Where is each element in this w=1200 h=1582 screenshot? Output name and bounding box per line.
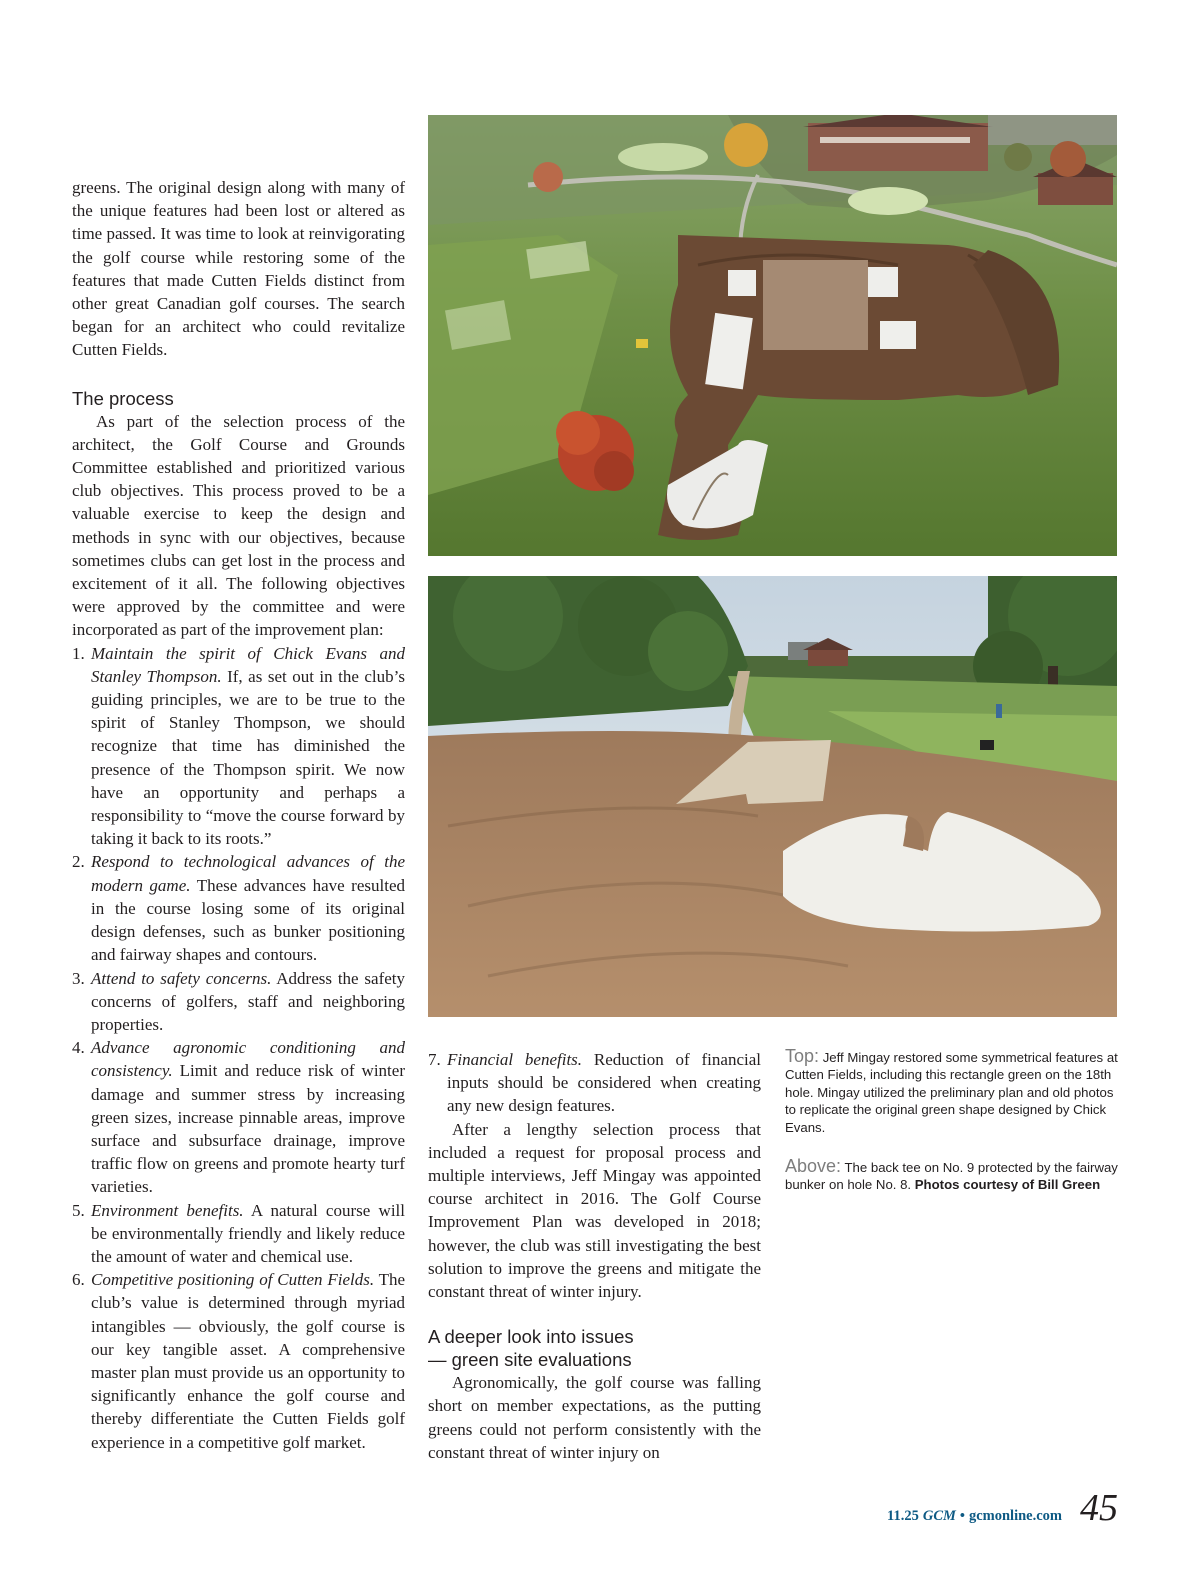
objective-title: Financial benefits.: [447, 1050, 583, 1069]
objective-item: 1. Maintain the spirit of Chick Evans and Stanley Thompson. If, as set out in the club’s guiding principles, we are to be true to the spirit of Stanley Thompson, we should recognize that time has diminished the presence of the Thompson spirit. We now have an opportunity and perhaps a responsibility to “move the course forward by taking it back to its roots.”: [72, 643, 405, 849]
caption-top-photo: [785, 1048, 1120, 1136]
objective-item: 4. Advance agronomic conditioning and consistency. Limit and reduce risk of winter damage and summer stress by increasing green sizes, increase pinnable areas, improve surface and subsurface drainage, improve traffic flow on greens and promote hearty turf varieties.: [72, 1038, 405, 1197]
objective-item: 3. Attend to safety concerns. Address the safety concerns of golfers, staff and neighboring properties.: [72, 968, 406, 1034]
section-heading-process: The process: [72, 387, 174, 409]
heading-line-1: A deeper look into issues: [428, 1326, 634, 1348]
objective-text: Address the safety concerns of golfers, staff and neighboring properties.: [91, 968, 406, 1034]
objective-item: 5. Environment benefits. A natural course will be environmentally friendly and likely reduce the amount of water and chemical use.: [72, 1200, 405, 1266]
objectives-list: [72, 642, 405, 1454]
page-footer: [887, 1486, 1118, 1529]
objective-text: A natural course will be environmentally friendly and likely reduce the amount of water and chemical use.: [91, 1200, 405, 1266]
photo-credit: Photos courtesy of Bill Green: [914, 1177, 1101, 1193]
caption-bottom-photo: [785, 1158, 1120, 1194]
objective-title: Competitive positioning of Cutten Fields.: [91, 1270, 375, 1290]
aerial-green-construction-photo: [428, 115, 1117, 556]
caption-top-lead: Top:: [785, 1046, 820, 1066]
article-column-right: [428, 1048, 761, 1464]
caption-top-text: Jeff Mingay restored some symmetrical features at Cutten Fields, including this rectangle green on the 18th hole. Mingay utilized the preliminary plan and old photos to replicate the original green shape designed by Chick Evans.: [785, 1050, 1118, 1135]
objective-item: 2. Respond to technological advances of the modern game. These advances have resulted in the course losing some of its original design defenses, such as bunker positioning and fairway shapes and contours.: [72, 852, 405, 965]
objective-title: Attend to safety concerns.: [91, 968, 272, 988]
issue-date: 11.25: [887, 1508, 919, 1524]
magazine-name: GCM: [922, 1508, 956, 1524]
objective-title: Advance agronomic conditioning and consistency.: [91, 1038, 405, 1081]
process-paragraph: As part of the selection process of the architect, the Golf Course and Grounds Committee established and prioritized various club objectives. This process proved to be a valuable exercise to keep the design and methods in sync with our objectives, because sometimes clubs can get lost in the process and excitement of it all. The following objectives were approved by the committee and were incorporated as part of the improvement plan:: [72, 411, 405, 640]
caption-above-text: The back tee on No. 9 protected by the fairway bunker on hole No. 8.: [785, 1160, 1118, 1193]
agronomy-paragraph: Agronomically, the golf course was falling short on member expectations, as the putting greens could not perform consistently with the constant threat of winter injury on: [428, 1373, 761, 1462]
selection-paragraph: After a lengthy selection process that included a request for proposal process and multiple interviews, Jeff Mingay was appointed course architect in 2016. The Golf Course Improvement Plan was developed in 2018; however, the club was still investigating the best solution to improve the greens and mitigate the constant threat of winter injury.: [428, 1119, 761, 1302]
page-number: 45: [1080, 1487, 1118, 1529]
objective-title: Maintain the spirit of Chick Evans and Stanley Thompson.: [91, 643, 405, 686]
objective-title: Environment benefits.: [91, 1200, 244, 1220]
objective-text: Limit and reduce risk of winter damage and summer stress by increasing green sizes, increase pinnable areas, improve surface and subsurface drainage, improve traffic flow on greens and promote hearty turf varieties.: [91, 1061, 405, 1197]
objectives-list-continued: [428, 1048, 761, 1118]
objective-item: 7. Financial benefits. Reduction of financial inputs should be considered when creating any new design features.: [428, 1050, 761, 1116]
section-heading-green-site: [428, 1325, 761, 1371]
article-column-left: [72, 176, 405, 1454]
heading-line-2: — green site evaluations: [428, 1349, 632, 1371]
intro-paragraph: greens. The original design along with many of the unique features had been lost or altered as time passed. It was time to look at reinvigorating the golf course while restoring some of the features that made Cutten Fields distinct from other great Canadian golf courses. The search began for an architect who could revitalize Cutten Fields.: [72, 178, 405, 360]
website-url: gcmonline.com: [968, 1508, 1062, 1524]
objective-text: These advances have resulted in the course losing some of its original design defenses, such as bunker positioning and fairway shapes and contours.: [91, 875, 405, 965]
objective-text: The club’s value is determined through myriad intangibles — obviously, the golf course is our key tangible asset. A comprehensive master plan must provide us an opportunity to significantly enhance the golf course and thereby differentiate the Cutten Fields golf experience in a competitive golf market.: [91, 1270, 406, 1452]
objective-title: Respond to technological advances of the modern game.: [91, 852, 405, 895]
objective-text: Reduction of financial inputs should be considered when creating any new design features.: [447, 1050, 761, 1116]
objective-item: 6. Competitive positioning of Cutten Fields. The club’s value is determined through myriad intangibles — obviously, the golf course is our key tangible asset. A comprehensive master plan must provide us an opportunity to significantly enhance the golf course and thereby differentiate the Cutten Fields golf experience in a competitive golf market.: [72, 1270, 406, 1452]
footer-separator: •: [959, 1508, 965, 1524]
caption-above-lead: Above:: [785, 1156, 842, 1176]
tee-and-bunker-photo: [428, 576, 1117, 1017]
objective-text: If, as set out in the club’s guiding principles, we are to be true to the spirit of Stanley Thompson, we should recognize that time has diminished the presence of the Thompson spirit. We now have an opportunity and perhaps a responsibility to “move the course forward by taking it back to its roots.”: [91, 666, 405, 849]
